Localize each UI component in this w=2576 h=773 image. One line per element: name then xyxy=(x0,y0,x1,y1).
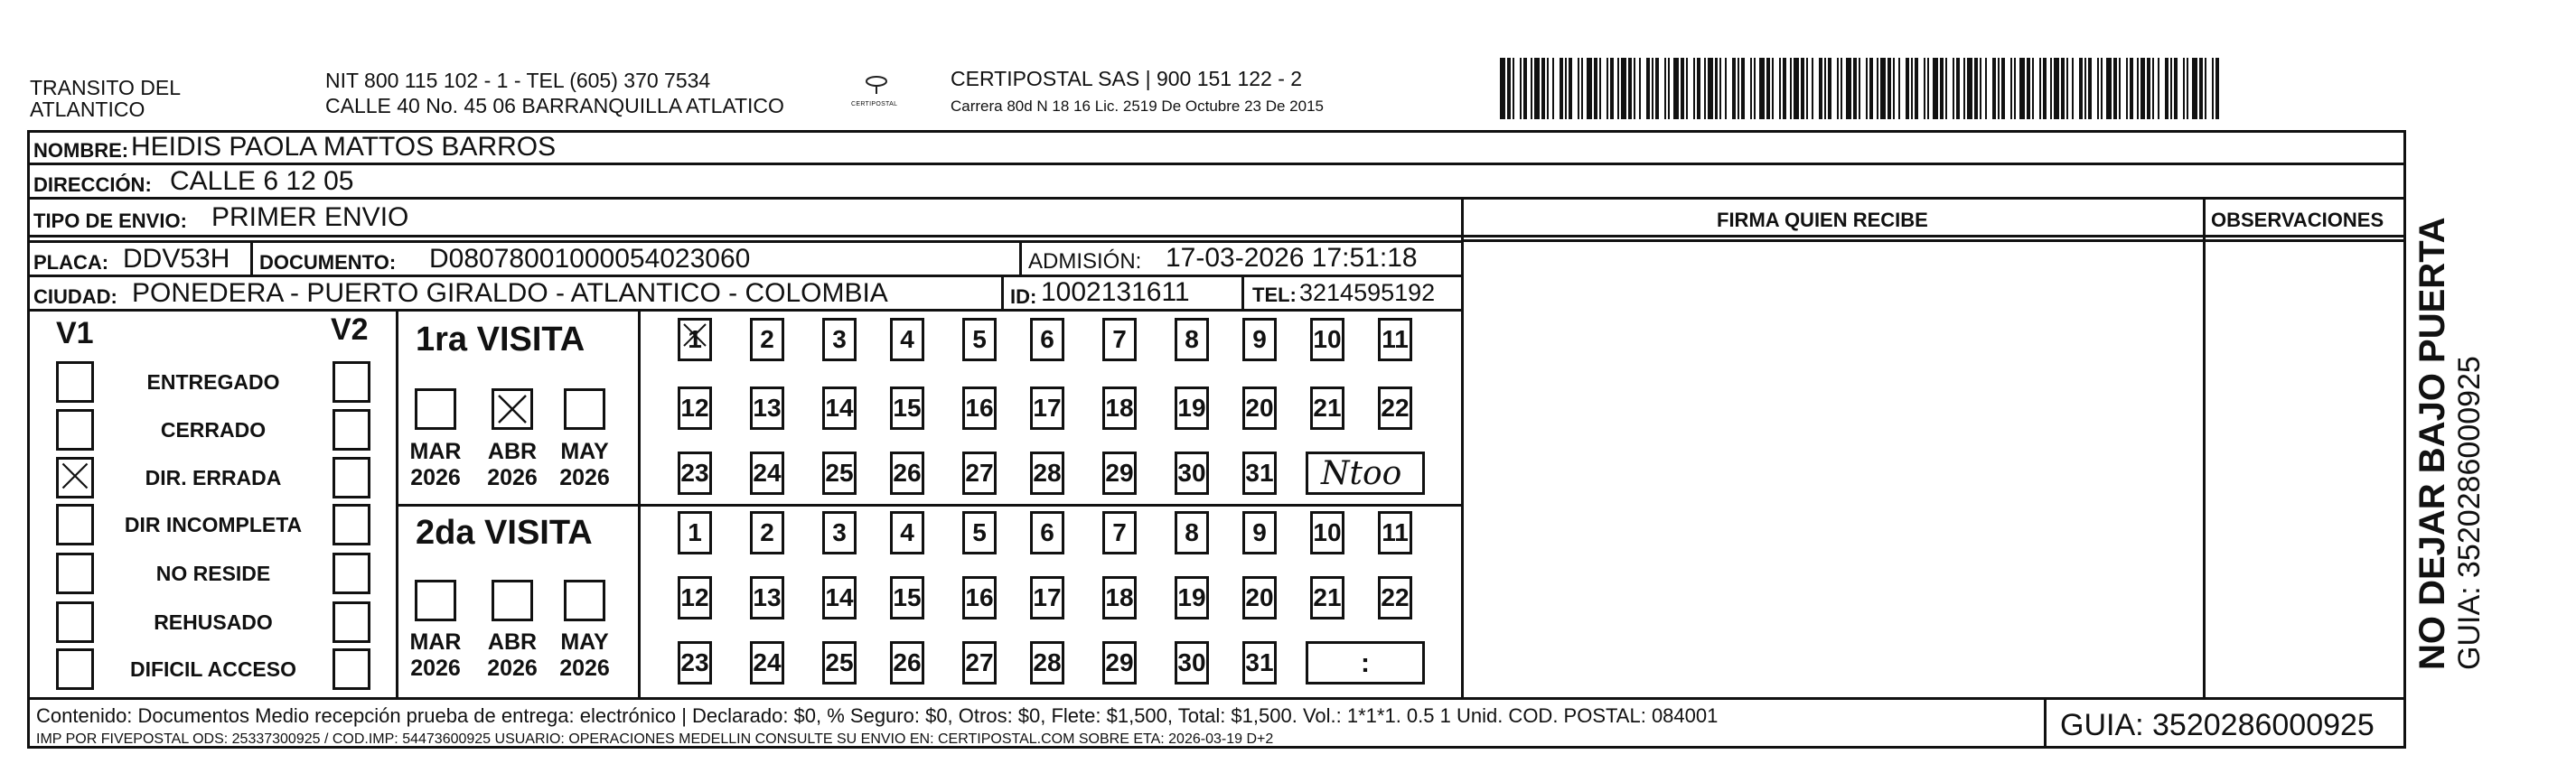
org-name-line2: ATLANTICO xyxy=(30,98,145,121)
visit2-time-box[interactable] xyxy=(1306,641,1425,685)
day-box[interactable]: 17 xyxy=(1030,576,1064,619)
v1-label: V1 xyxy=(56,316,94,350)
day-box[interactable]: 3 xyxy=(822,318,857,361)
day-box[interactable]: 26 xyxy=(890,641,924,685)
month-label: ABR 2026 xyxy=(487,629,538,681)
day-box[interactable]: 4 xyxy=(890,511,924,554)
day-box[interactable]: 8 xyxy=(1175,318,1209,361)
logo-text: CERTIPOSTAL xyxy=(851,101,898,107)
sender-address: CALLE 40 No. 45 06 BARRANQUILLA ATLATICO xyxy=(325,94,784,117)
admision-value: 17-03-2026 17:51:18 xyxy=(1166,243,1418,273)
day-box[interactable]: 5 xyxy=(962,318,997,361)
documento-value: D08078001000054023060 xyxy=(429,244,751,274)
footer-guia: GUIA: 3520286000925 xyxy=(2060,708,2375,742)
status-label: DIFICIL ACCESO xyxy=(129,657,296,681)
month-label: ABR 2026 xyxy=(487,439,538,490)
day-box[interactable]: 7 xyxy=(1102,511,1137,554)
month-checkbox[interactable] xyxy=(415,388,456,430)
observaciones-label: OBSERVACIONES xyxy=(2211,209,2384,231)
month-checkbox[interactable] xyxy=(492,388,533,430)
month-checkbox[interactable] xyxy=(564,580,605,621)
id-value: 1002131611 xyxy=(1041,277,1190,307)
side-warning: NO DEJAR BAJO PUERTA xyxy=(2412,217,2452,670)
day-box[interactable]: 18 xyxy=(1102,386,1137,430)
day-box[interactable]: 14 xyxy=(822,386,857,430)
day-box[interactable]: 17 xyxy=(1030,386,1064,430)
month-label: MAR 2026 xyxy=(409,439,462,490)
day-box[interactable]: 6 xyxy=(1030,511,1064,554)
status-label: ENTREGADO xyxy=(146,370,280,394)
status-label: REHUSADO xyxy=(154,610,273,634)
day-box[interactable]: 14 xyxy=(822,576,857,619)
day-box[interactable]: 15 xyxy=(890,386,924,430)
visit1-time-box[interactable] xyxy=(1306,452,1425,495)
tel-value: 3214595192 xyxy=(1299,279,1436,306)
month-label: MAR 2026 xyxy=(409,629,462,681)
day-box[interactable]: 4 xyxy=(890,318,924,361)
day-box[interactable]: 5 xyxy=(962,511,997,554)
day-box[interactable]: 16 xyxy=(962,386,997,430)
day-box[interactable]: 6 xyxy=(1030,318,1064,361)
day-box[interactable]: 2 xyxy=(750,318,784,361)
day-box[interactable]: 9 xyxy=(1242,511,1277,554)
side-panel xyxy=(2414,164,2487,670)
day-box[interactable]: 23 xyxy=(678,641,712,685)
day-box[interactable]: 23 xyxy=(678,452,712,495)
day-box[interactable]: 28 xyxy=(1030,452,1064,495)
certipostal-logo-icon xyxy=(849,72,904,99)
month-label: MAY 2026 xyxy=(559,439,610,490)
nombre-value: HEIDIS PAOLA MATTOS BARROS xyxy=(131,132,557,162)
barcode-bar xyxy=(2219,58,2223,119)
month-checkbox[interactable] xyxy=(492,580,533,621)
day-box[interactable]: 19 xyxy=(1175,576,1209,619)
nit-phone: NIT 800 115 102 - 1 - TEL (605) 370 7534 xyxy=(325,69,711,92)
day-box[interactable]: 21 xyxy=(1310,386,1344,430)
day-box[interactable]: 29 xyxy=(1102,641,1137,685)
day-box[interactable]: 28 xyxy=(1030,641,1064,685)
visit1-title: 1ra VISITA xyxy=(416,321,585,359)
visit1-time-handwritten: Ntoo xyxy=(1321,455,1402,492)
tipo-envio-label: TIPO DE ENVIO: xyxy=(33,210,187,232)
ciudad-value: PONEDERA - PUERTO GIRALDO - ATLANTICO - COLOMBIA xyxy=(132,278,888,308)
day-box[interactable]: 31 xyxy=(1242,641,1277,685)
day-box[interactable]: 13 xyxy=(750,386,784,430)
footer-contenido: Contenido: Documentos Medio recepción prueba de entrega: electrónico | Declarado: $0, % Seguro: $0, Otros: $0, Flete: $1,500, Total: $1,500. Vol.: 1*1*1. 0.5 1 Unid. COD. POSTAL: 084001 xyxy=(36,704,1719,727)
day-box[interactable]: 31 xyxy=(1242,452,1277,495)
day-box[interactable]: 2 xyxy=(750,511,784,554)
visit2-time-placeholder: : xyxy=(1361,648,1370,678)
day-box[interactable]: 25 xyxy=(822,641,857,685)
day-box[interactable]: 15 xyxy=(890,576,924,619)
day-box[interactable]: 13 xyxy=(750,576,784,619)
tel-label: TEL: xyxy=(1252,284,1297,306)
month-checkbox[interactable] xyxy=(564,388,605,430)
status-label: DIR INCOMPLETA xyxy=(124,513,303,536)
barcode xyxy=(1500,58,2223,119)
admision-label: ADMISIÓN: xyxy=(1028,249,1142,274)
firma-label: FIRMA QUIEN RECIBE xyxy=(1717,209,1928,231)
day-box[interactable]: 12 xyxy=(678,576,712,619)
day-box[interactable]: 10 xyxy=(1310,318,1344,361)
day-box[interactable]: 20 xyxy=(1242,386,1277,430)
day-box[interactable]: 9 xyxy=(1242,318,1277,361)
day-box[interactable]: 19 xyxy=(1175,386,1209,430)
day-box[interactable]: 11 xyxy=(1378,318,1412,361)
day-box[interactable]: 24 xyxy=(750,452,784,495)
day-box[interactable]: 30 xyxy=(1175,641,1209,685)
footer-imp: IMP POR FIVEPOSTAL ODS: 25337300925 / COD.IMP: 54473600925 USUARIO: OPERACIONES MEDELLIN CONSULTE SU ENVIO EN: CERTIPOSTAL.COM SOBRE ETA: 2026-03-19 D+2 xyxy=(36,731,1274,747)
day-box[interactable]: 11 xyxy=(1378,511,1412,554)
day-box[interactable]: 18 xyxy=(1102,576,1137,619)
placa-label: PLACA: xyxy=(33,251,109,274)
day-box[interactable]: 24 xyxy=(750,641,784,685)
day-box[interactable]: 25 xyxy=(822,452,857,495)
month-checkbox[interactable] xyxy=(415,580,456,621)
ciudad-label: CIUDAD: xyxy=(33,285,117,308)
company-license: Carrera 80d N 18 16 Lic. 2519 De Octubre 23 De 2015 xyxy=(951,98,1324,115)
day-box[interactable]: 27 xyxy=(962,452,997,495)
day-box[interactable]: 30 xyxy=(1175,452,1209,495)
v2-label: V2 xyxy=(331,312,369,347)
documento-label: DOCUMENTO: xyxy=(259,251,397,274)
day-box[interactable]: 22 xyxy=(1378,386,1412,430)
day-box[interactable]: 26 xyxy=(890,452,924,495)
company-name: CERTIPOSTAL SAS | 900 151 122 - 2 xyxy=(951,67,1303,90)
day-box[interactable]: 8 xyxy=(1175,511,1209,554)
day-box[interactable]: 3 xyxy=(822,511,857,554)
day-box[interactable]: 22 xyxy=(1378,576,1412,619)
direccion-value: CALLE 6 12 05 xyxy=(170,166,354,196)
status-label: CERRADO xyxy=(160,418,267,442)
visit2-title: 2da VISITA xyxy=(416,514,593,552)
day-box[interactable]: 12 xyxy=(678,386,712,430)
status-label: NO RESIDE xyxy=(155,562,271,585)
placa-value: DDV53H xyxy=(123,244,230,274)
day-box[interactable]: 1 xyxy=(678,318,712,361)
day-box[interactable]: 29 xyxy=(1102,452,1137,495)
id-label: ID: xyxy=(1010,285,1037,308)
day-box[interactable]: 7 xyxy=(1102,318,1137,361)
day-box[interactable]: 1 xyxy=(678,511,712,554)
month-label: MAY 2026 xyxy=(559,629,610,681)
direccion-label: DIRECCIÓN: xyxy=(33,173,152,196)
day-box[interactable]: 16 xyxy=(962,576,997,619)
day-box[interactable]: 27 xyxy=(962,641,997,685)
day-box[interactable]: 20 xyxy=(1242,576,1277,619)
nombre-label: NOMBRE: xyxy=(33,139,129,162)
status-label: DIR. ERRADA xyxy=(145,466,282,489)
certipostal-logo xyxy=(849,72,904,114)
tipo-envio-value: PRIMER ENVIO xyxy=(211,202,409,232)
day-box[interactable]: 10 xyxy=(1310,511,1344,554)
org-name-line1: TRANSITO DEL xyxy=(30,76,181,99)
day-box[interactable]: 21 xyxy=(1310,576,1344,619)
side-guia: GUIA: 3520286000925 xyxy=(2452,356,2487,670)
